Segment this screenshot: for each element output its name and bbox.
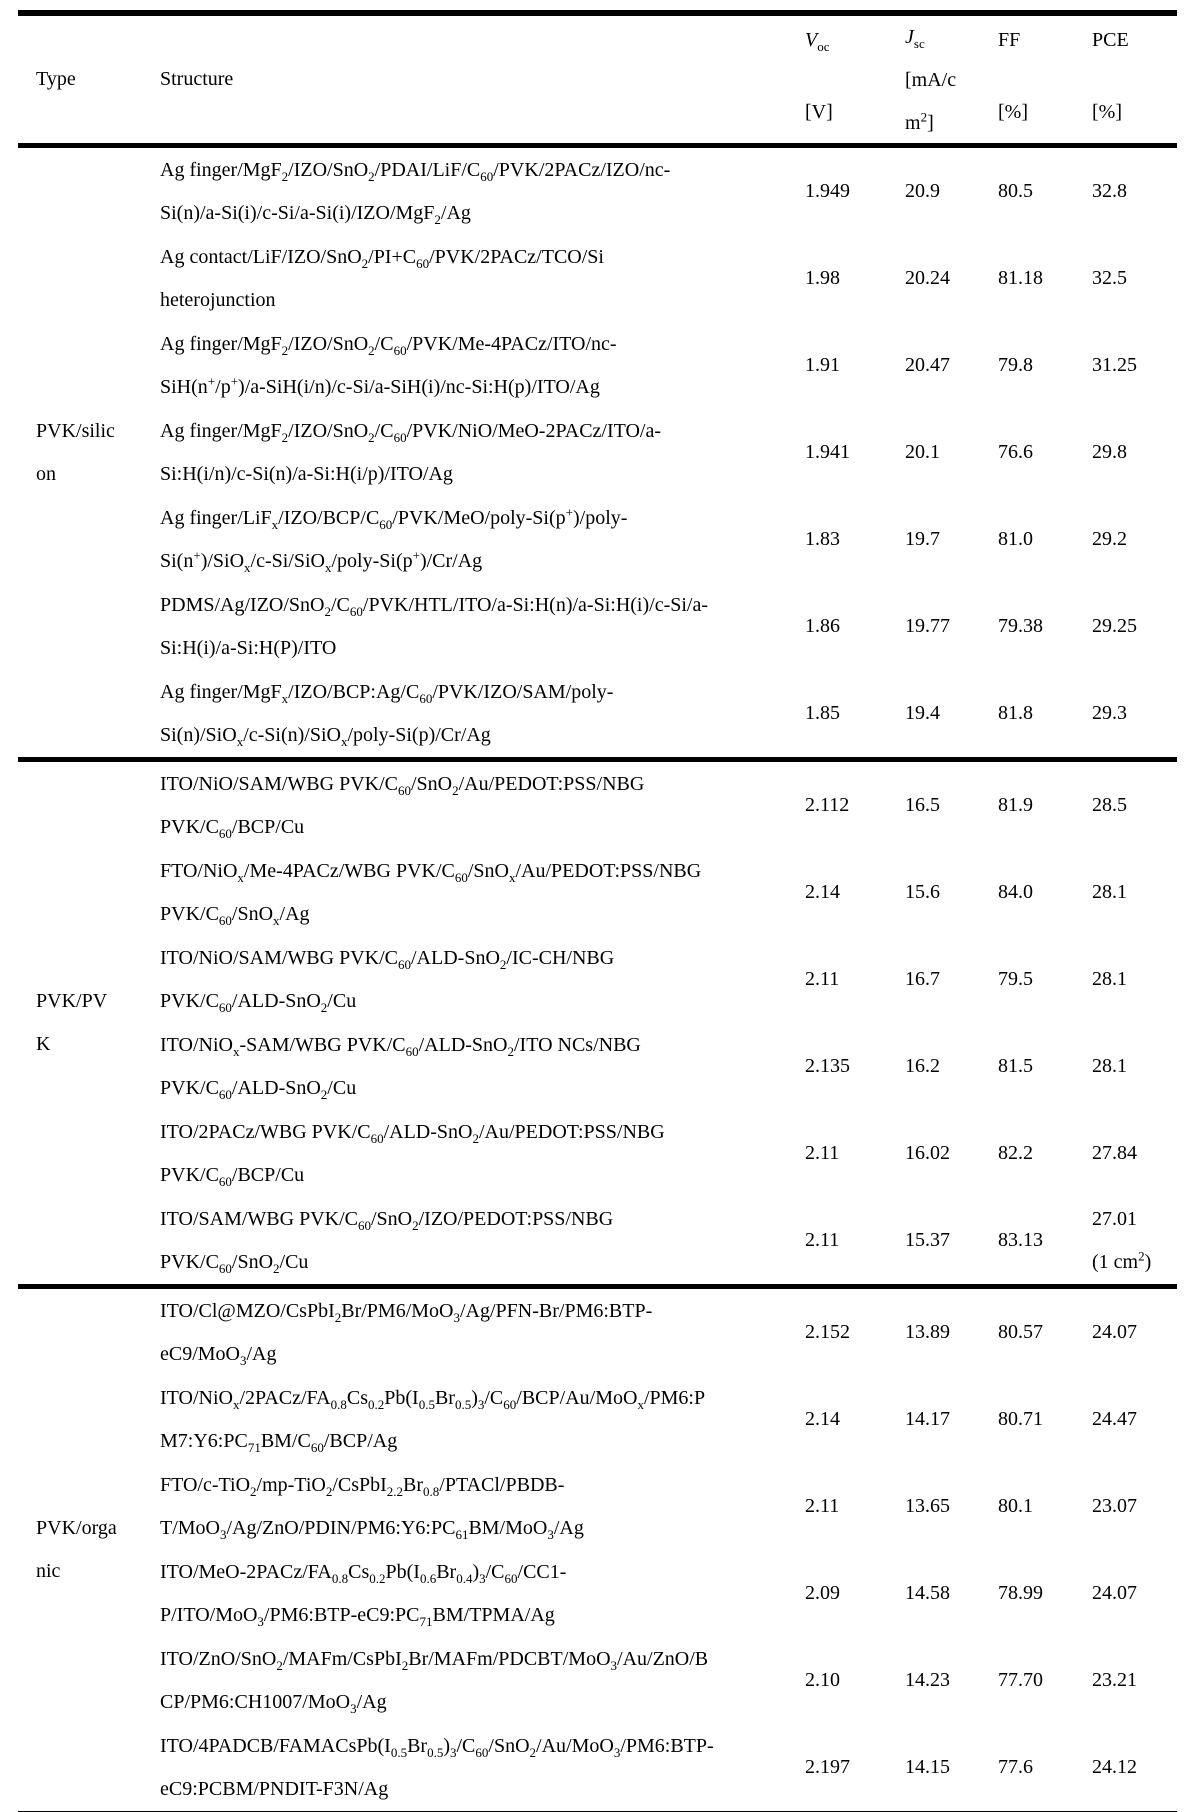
cell-ff: 77.70 (998, 1669, 1043, 1691)
cell-structure: Ag finger/$LiF_x/IZO/BCP/C_{60}/PVK/MeO/poly-Si(p^+)/poly-$ Si(n+)/SiO$_x$/c-Si/SiO$_x$/poly-Si(p+)/Cr/Ag (160, 503, 628, 575)
cell-pce: 28.5 (1092, 794, 1127, 816)
cell-voc: 1.98 (805, 267, 840, 289)
cell-jsc: 20.24 (905, 267, 950, 289)
table-row (160, 936, 1177, 1023)
cell-voc: 2.197 (805, 1756, 850, 1778)
table-row (160, 235, 1177, 322)
cell-voc: 2.11 (805, 1229, 840, 1251)
cell-voc: 2.152 (805, 1321, 850, 1343)
cell-jsc: 13.89 (905, 1321, 950, 1343)
cell-ff: 81.8 (998, 702, 1033, 724)
table-row (160, 583, 1177, 670)
cell-jsc: 19.77 (905, 615, 950, 637)
table-row (160, 762, 1177, 849)
cell-structure: Ag finger/$MgF_x/IZO/BCP:Ag/C_{60}/PVK/IZO/SAM/poly-$ Si(n)/SiO$_x$/c-Si(n)/SiO$_x$/poly-Si(p)/Cr/Ag (160, 680, 614, 749)
table-row (160, 1289, 1177, 1376)
cell-ff: 79.8 (998, 354, 1033, 376)
section-rows (160, 762, 1177, 1284)
cell-jsc: 16.7 (905, 968, 940, 990)
table-row (160, 849, 1177, 936)
cell-voc: 2.09 (805, 1582, 840, 1604)
cell-pce: 28.1 (1092, 1055, 1127, 1077)
cell-structure: Ag finger/$MgF_2/IZO/SnO_2/PDAI/LiF/C_{60}/PVK/2PACz/IZO/nc-$ Si(n)/a-Si(i)/c-Si/a-Si(i)/IZO/MgF$_2$/Ag (160, 158, 671, 227)
cell-pce: 27.01 (1 $cm^2$) (1092, 1207, 1152, 1273)
cell-voc: 2.14 (805, 1408, 840, 1430)
cell-ff: 77.6 (998, 1756, 1033, 1778)
table-row (160, 1463, 1177, 1550)
pce-unit: [%] (1092, 101, 1122, 123)
section-rows (160, 148, 1177, 757)
header-voc (805, 16, 905, 143)
cell-jsc: 14.15 (905, 1756, 950, 1778)
header-type: Type (36, 68, 76, 90)
cell-pce: 27.84 (1092, 1142, 1137, 1164)
cell-ff: 80.5 (998, 180, 1033, 202)
cell-jsc: 16.02 (905, 1142, 950, 1164)
cell-structure: Ag finger/$MgF_2/IZO/SnO_2/C_{60}/PVK/Me-4PACz/ITO/nc-$ SiH(n+/p+)/a-SiH(i/n)/c-Si/a-SiH(i)/nc-Si:H(p)/ITO/Ag (160, 332, 617, 398)
table-row (160, 409, 1177, 496)
cell-jsc: 14.23 (905, 1669, 950, 1691)
cell-structure: ITO/2PACz/WBG PVK/$C_{60}/ALD-SnO_2/Au/PEDOT:PSS$/NBG PVK/$C_{60}/BCP/Cu$ (160, 1120, 665, 1189)
cell-voc: 1.949 (805, 180, 850, 202)
cell-ff: 81.18 (998, 267, 1043, 289)
cell-voc: 1.91 (805, 354, 840, 376)
cell-ff: 79.5 (998, 968, 1033, 990)
voc-unit: [V] (805, 101, 833, 123)
table-row (160, 148, 1177, 235)
cell-ff: 82.2 (998, 1142, 1033, 1164)
cell-structure: ITO/NiO$_x$-SAM/WBG PVK/$C_{60}/ALD-SnO_2$/ITO NCs/NBG PVK/$C_{60}/ALD-SnO_2/Cu$ (160, 1033, 641, 1102)
cell-ff: 80.1 (998, 1495, 1033, 1517)
cell-ff: 81.5 (998, 1055, 1033, 1077)
cell-voc: 2.112 (805, 794, 850, 816)
cell-jsc: 13.65 (905, 1495, 950, 1517)
cell-structure: Ag contact/$LiF/IZO/SnO_2/PI+C_{60}/PVK/2PACz/TCO/Si$ heterojunction (160, 245, 604, 311)
cell-structure: ITO/$4PADCB/FAMACsPb(I_{0.5}Br_{0.5})_3/C_{60}/SnO_2/Au/MoO_3/PM6:BTP-$ eC9:PCBM/PNDIT-F3N/Ag (160, 1734, 714, 1800)
cell-jsc: 14.58 (905, 1582, 950, 1604)
cell-structure: ITO/NiO/SAM/WBG PVK/$C_{60}/ALD-SnO_2/IC-CH$/NBG PVK/$C_{60}/ALD-SnO_2/Cu$ (160, 946, 615, 1015)
cell-structure: ITO/$NiO_x/2PACz/FA_{0.8}Cs_{0.2}Pb(I_{0.5}Br_{0.5})_3/C_{60}/BCP/Au/MoO_x/PM6:P$ $M7:Y6:PC_{71}BM/C_{60}/BCP/Ag$ (160, 1386, 706, 1455)
table-row (160, 496, 1177, 583)
header-ff (998, 16, 1092, 143)
table-row (160, 1637, 1177, 1724)
cell-pce: 32.5 (1092, 267, 1127, 289)
cell-structure: ITO/NiO/SAM/WBG PVK/$C_{60}/SnO_2/Au/PEDOT:PSS$/NBG PVK/$C_{60}/BCP/Cu$ (160, 772, 645, 841)
cell-voc: 2.11 (805, 1142, 840, 1164)
cell-structure: FTO/NiO$_x$/Me-4PACz/WBG PVK/$C_{60}/SnO_x/Au/PEDOT:PSS$/NBG PVK/$C_{60}/SnO_x/Ag$ (160, 859, 702, 928)
cell-pce: 23.07 (1092, 1495, 1137, 1517)
cell-ff: 76.6 (998, 441, 1033, 463)
cell-voc: 2.135 (805, 1055, 850, 1077)
pce-label: PCE (1092, 29, 1129, 51)
cell-jsc: 20.47 (905, 354, 950, 376)
cell-pce: 23.21 (1092, 1669, 1137, 1691)
cell-pce: 31.25 (1092, 354, 1137, 376)
cell-structure: ITO/$MeO-2PACz/FA_{0.8}Cs_{0.2}Pb(I_{0.6}Br_{0.4})_3/C_{60}/CC1-$ $P/ITO/MoO_3/PM6:BTP-eC9:PC_{71}BM/TPMA/Ag$ (160, 1560, 567, 1629)
table-row (160, 1023, 1177, 1110)
table-section (18, 757, 1177, 1284)
cell-pce: 29.3 (1092, 702, 1127, 724)
table-row (160, 1197, 1177, 1284)
jsc-unit-line2: $m^2$] (905, 109, 934, 134)
cell-jsc: 15.6 (905, 881, 940, 903)
table-header (18, 16, 1177, 143)
cell-ff: 81.9 (998, 794, 1033, 816)
table-row (160, 1724, 1177, 1811)
cell-ff: 79.38 (998, 615, 1043, 637)
cell-voc: 2.11 (805, 1495, 840, 1517)
cell-pce: 29.25 (1092, 615, 1137, 637)
table-row (160, 1110, 1177, 1197)
cell-pce: 24.07 (1092, 1321, 1137, 1343)
table-row (160, 322, 1177, 409)
cell-pce: 29.2 (1092, 528, 1127, 550)
cell-jsc: 19.7 (905, 528, 940, 550)
header-jsc (905, 16, 998, 143)
cell-jsc: 20.9 (905, 180, 940, 202)
cell-pce: 24.47 (1092, 1408, 1137, 1430)
section-type-label: PVK/silic on (36, 419, 115, 485)
ff-unit: [%] (998, 101, 1028, 123)
cell-structure: ITO/ZnO/SnO$_2$/MAFm/CsPbI$_2$Br/MAFm/PDCBT/MoO$_3$/Au/ZnO/B CP/PM6:CH1007/MoO$_3$/Ag (160, 1647, 709, 1716)
table-row (160, 670, 1177, 757)
cell-structure: PDMS/$Ag/IZO/SnO_2/C_{60}/PVK/HTL/ITO/a-Si:H(n)/a-Si:H(i)/c-Si/a-$ Si:H(i)/a-Si:H(P)/ITO (160, 593, 709, 659)
cell-voc: 2.10 (805, 1669, 840, 1691)
cell-voc: 1.83 (805, 528, 840, 550)
cell-jsc: 15.37 (905, 1229, 950, 1251)
table-section (18, 1284, 1177, 1811)
jsc-symbol: $J_{sc}$ (905, 26, 925, 51)
cell-structure: ITO/SAM/WBG PVK/$C_{60}/SnO_2/IZO/PEDOT:PSS$/NBG PVK/$C_{60}/SnO_2/Cu$ (160, 1207, 614, 1276)
cell-structure: FTO/$c-TiO_2/mp-TiO_2/CsPbI_{2.2}Br_{0.8}/PTACl/PBDB-$ $T/MoO_3/Ag/ZnO/PDIN/PM6:Y6:PC_{61}BM/MoO_3/Ag$ (160, 1473, 584, 1542)
cell-ff: 84.0 (998, 881, 1033, 903)
section-type-label: PVK/orga nic (36, 1517, 117, 1582)
cell-ff: 80.57 (998, 1321, 1043, 1343)
cell-ff: 78.99 (998, 1582, 1043, 1604)
cell-jsc: 16.5 (905, 794, 940, 816)
header-pce (1092, 16, 1177, 143)
device-performance-table (18, 10, 1177, 1812)
table-section (18, 148, 1177, 757)
section-type-label: PVK/PV K (36, 990, 108, 1055)
cell-structure: ITO/Cl@MZO/CsPbI$_2$Br/PM6/MoO$_3$/Ag/PFN-Br/PM6:BTP- eC9/MoO$_3$/Ag (160, 1299, 653, 1368)
cell-ff: 83.13 (998, 1229, 1043, 1251)
ff-label: FF (998, 29, 1021, 51)
cell-pce: 32.8 (1092, 180, 1127, 202)
cell-pce: 28.1 (1092, 881, 1127, 903)
cell-voc: 2.11 (805, 968, 840, 990)
cell-jsc: 19.4 (905, 702, 940, 724)
header-structure: Structure (160, 68, 234, 90)
cell-jsc: 14.17 (905, 1408, 950, 1430)
cell-voc: 1.85 (805, 702, 840, 724)
table-body (18, 148, 1177, 1811)
table-row (160, 1550, 1177, 1637)
cell-pce: 24.07 (1092, 1582, 1137, 1604)
cell-structure: Ag finger/$MgF_2/IZO/SnO_2/C_{60}/PVK/NiO/MeO-2PACz/ITO/a-$ Si:H(i/n)/c-Si(n)/a-Si:H(i/p)/ITO/Ag (160, 419, 662, 485)
voc-symbol: $V_{oc}$ (805, 29, 830, 54)
cell-jsc: 16.2 (905, 1055, 940, 1077)
jsc-unit-line1: [mA/c (905, 69, 957, 91)
section-rows (160, 1289, 1177, 1811)
cell-ff: 80.71 (998, 1408, 1043, 1430)
cell-voc: 1.941 (805, 441, 850, 463)
cell-voc: 2.14 (805, 881, 840, 903)
cell-pce: 28.1 (1092, 968, 1127, 990)
cell-pce: 29.8 (1092, 441, 1127, 463)
cell-voc: 1.86 (805, 615, 840, 637)
cell-ff: 81.0 (998, 528, 1033, 550)
cell-pce: 24.12 (1092, 1756, 1137, 1778)
table-row (160, 1376, 1177, 1463)
cell-jsc: 20.1 (905, 441, 940, 463)
